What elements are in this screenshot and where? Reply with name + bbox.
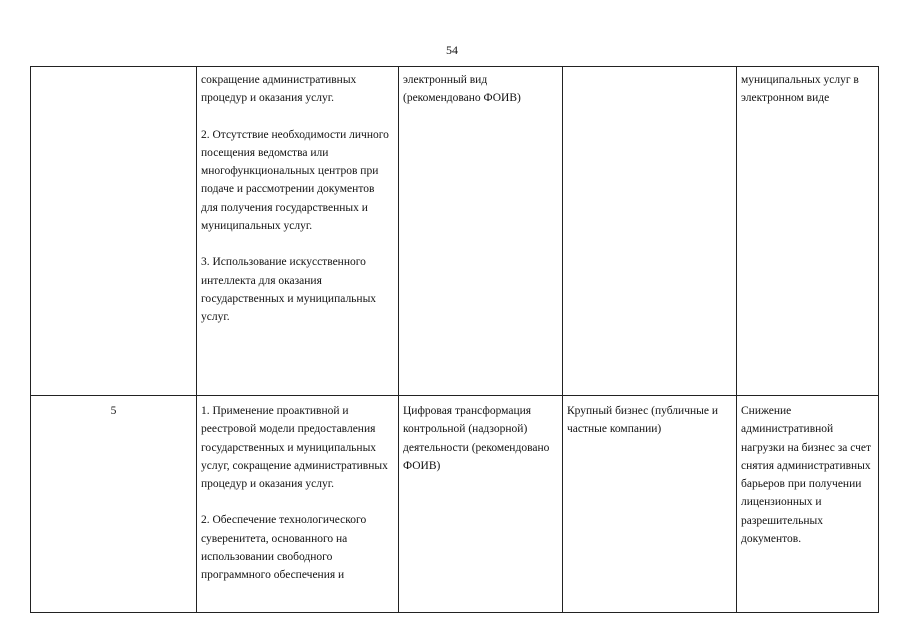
- beneficiaries-cell: [563, 67, 737, 396]
- measures-cell: [197, 396, 399, 613]
- page-number: 54: [446, 43, 458, 57]
- row-number-cell: 5: [31, 396, 197, 613]
- measure-paragraph: 1. Применение проактивной и реестровой модели предоставления государственных и муниципальных услуг, сокращение административных процедур и оказания услуг.: [201, 405, 388, 491]
- direction-cell: Цифровая трансформация контрольной (надзорной) деятельности (рекомендовано ФОИВ): [399, 396, 563, 613]
- table-row: [31, 396, 879, 613]
- measure-paragraph: 3. Использование искусственного интеллекта для оказания государственных и муниципальных услуг.: [201, 256, 377, 324]
- measure-paragraph: сокращение административных процедур и оказания услуг.: [201, 74, 357, 105]
- direction-cell: электронный вид (рекомендовано ФОИВ): [399, 67, 563, 396]
- effect-cell: муниципальных услуг в электронном виде: [737, 67, 879, 396]
- measure-paragraph: 2. Отсутствие необходимости личного посещения ведомства или многофункциональных центров при подаче и рассмотрении документов для получения государственных и муниципальных услуг.: [201, 128, 389, 233]
- measures-table: [30, 66, 879, 613]
- table-row: [31, 67, 879, 396]
- measure-paragraph: 2. Обеспечение технологического суверенитета, основанного на использовании свободного программного обеспечения и: [201, 514, 367, 582]
- beneficiaries-cell: Крупный бизнес (публичные и частные компании): [563, 396, 737, 613]
- effect-cell: Снижение административной нагрузки на бизнес за счет снятия административных барьеров при получении лицензионных и разрешительных документов.: [737, 396, 879, 613]
- row-number-cell: [31, 67, 197, 396]
- measures-cell: [197, 67, 399, 396]
